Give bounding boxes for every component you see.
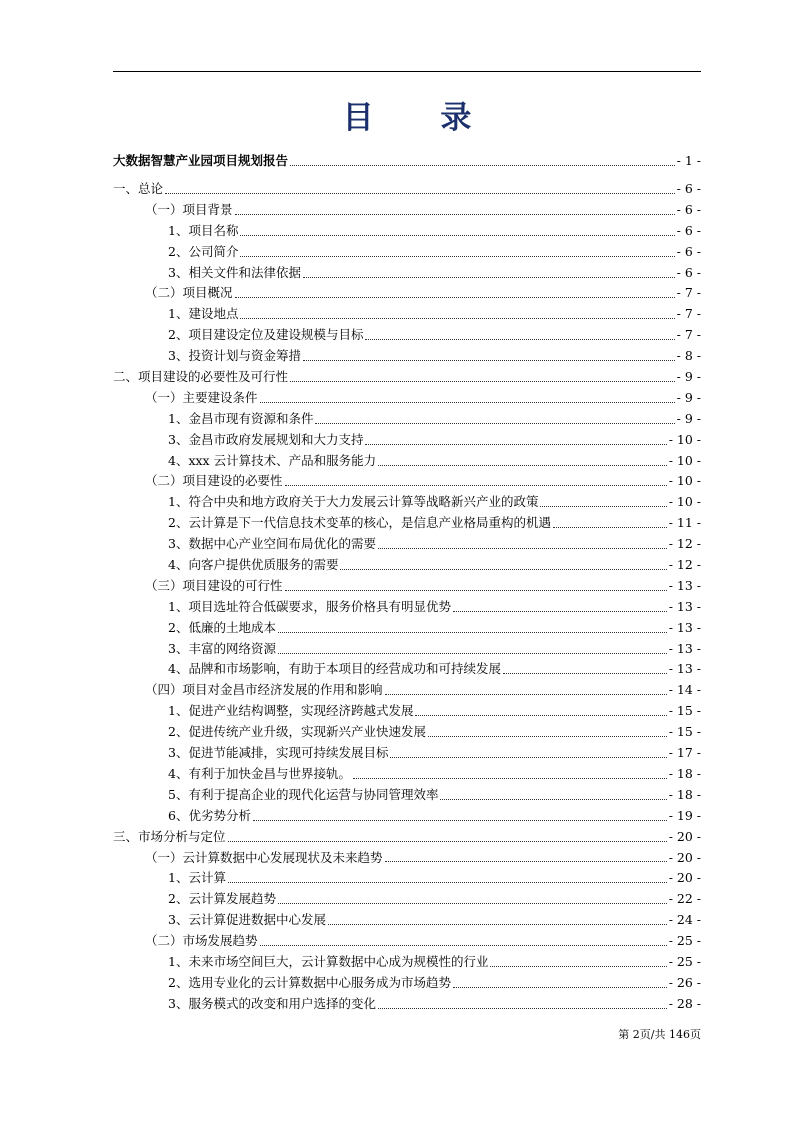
toc-entry-page: - 14 -: [668, 682, 701, 698]
toc-entry[interactable]: [113, 994, 701, 1015]
toc-entry-page: - 12 -: [668, 536, 701, 552]
toc-leader-dots: [553, 527, 667, 528]
toc-entry-page: - 18 -: [668, 786, 701, 802]
toc-entry-page: - 10 -: [668, 473, 701, 489]
toc-leader-dots: [240, 256, 674, 257]
toc-entry[interactable]: [113, 346, 701, 367]
toc-entry[interactable]: [113, 430, 701, 451]
toc-leader-dots: [278, 653, 667, 654]
page-footer: 第 2页/共 146页: [618, 1028, 701, 1041]
toc-entry-label: 2、选用专业化的云计算数据中心服务成为市场趋势: [168, 974, 451, 990]
toc-entry-label: 3、相关文件和法律依据: [168, 264, 301, 280]
toc-entry-label: 1、未来市场空间巨大，云计算数据中心成为规模性的行业: [168, 953, 489, 969]
toc-entry-label: （一）云计算数据中心发展现状及未来趋势: [145, 849, 383, 865]
toc-entry[interactable]: [113, 931, 701, 952]
toc-entry[interactable]: [113, 973, 701, 994]
toc-entry-page: - 28 -: [668, 995, 701, 1011]
toc-entry[interactable]: [113, 827, 701, 848]
toc-entry-page: - 13 -: [668, 577, 701, 593]
toc-leader-dots: [490, 966, 666, 967]
toc-leader-dots: [303, 360, 675, 361]
toc-entry-label: （一）主要建设条件: [145, 389, 258, 405]
toc-leader-dots: [415, 715, 666, 716]
toc-entry-page: - 20 -: [668, 849, 701, 865]
toc-entry[interactable]: [113, 952, 701, 973]
toc-entry[interactable]: [113, 868, 701, 889]
toc-leader-dots: [340, 569, 666, 570]
toc-entry[interactable]: [113, 283, 701, 304]
toc-entry[interactable]: [113, 659, 701, 680]
toc-entry-label: 4、向客户提供优质服务的需要: [168, 557, 339, 573]
toc-entry-label: 2、项目建设定位及建设规模与目标: [168, 327, 364, 343]
toc-entry-page: - 6 -: [676, 264, 701, 280]
toc-entry-label: 3、服务模式的改变和用户选择的变化: [168, 995, 376, 1011]
toc-leader-dots: [378, 465, 667, 466]
toc-entry-label: 2、促进传统产业升级，实现新兴产业快速发展: [168, 724, 426, 740]
toc-entry-label: 4、xxx 云计算技术、产品和服务能力: [168, 452, 377, 468]
toc-entry-label: 1、符合中央和地方政府关于大力发展云计算等战略新兴产业的政策: [168, 494, 539, 510]
toc-entry-page: - 9 -: [676, 410, 701, 426]
toc-entry[interactable]: [113, 555, 701, 576]
toc-entry-label: （二）项目概况: [145, 285, 233, 301]
toc-entry-page: - 13 -: [668, 619, 701, 635]
toc-entry-label: （二）项目建设的必要性: [145, 473, 283, 489]
toc-entry[interactable]: [113, 492, 701, 513]
toc-entry-label: （三）项目建设的可行性: [145, 577, 283, 593]
toc-entry-page: - 13 -: [668, 598, 701, 614]
toc-entry-label: 一、总论: [113, 181, 164, 196]
toc-leader-dots: [290, 381, 675, 382]
toc-entry[interactable]: [113, 304, 701, 325]
toc-entry[interactable]: [113, 149, 701, 173]
toc-entry-page: - 6 -: [676, 243, 701, 259]
toc-entry-label: 3、云计算促进数据中心发展: [168, 912, 326, 928]
toc-entry-page: - 10 -: [668, 494, 701, 510]
toc-entry-page: - 1 -: [676, 153, 701, 168]
toc-entry-label: 2、低廉的土地成本: [168, 619, 276, 635]
toc-entry[interactable]: [113, 367, 701, 388]
toc-leader-dots: [385, 861, 667, 862]
page-title: 目 录: [342, 100, 500, 136]
toc-leader-dots: [453, 611, 667, 612]
toc-entry[interactable]: [113, 597, 701, 618]
toc-entry-label: 3、投资计划与资金筹措: [168, 348, 301, 364]
toc-entry-page: - 10 -: [668, 431, 701, 447]
toc-entry[interactable]: [113, 513, 701, 534]
toc-entry-label: 二、项目建设的必要性及可行性: [113, 369, 289, 385]
toc-entry[interactable]: [113, 576, 701, 597]
toc-leader-dots: [240, 318, 674, 319]
toc-leader-dots: [378, 1008, 667, 1009]
toc-entry-page: - 9 -: [676, 369, 701, 385]
toc-entry-page: - 15 -: [668, 724, 701, 740]
toc-entry-label: 2、公司简介: [168, 243, 239, 259]
toc-entry[interactable]: [113, 722, 701, 743]
toc-leader-dots: [278, 632, 667, 633]
toc-entry[interactable]: [113, 471, 701, 492]
toc-entry-page: - 8 -: [676, 348, 701, 364]
toc-entry-page: - 6 -: [676, 222, 701, 238]
toc-entry[interactable]: [113, 680, 701, 701]
toc-entry-label: 6、优劣势分析: [168, 807, 251, 823]
toc-entry[interactable]: [113, 200, 701, 221]
toc-entry[interactable]: [113, 534, 701, 555]
toc-entry-label: 2、云计算发展趋势: [168, 891, 276, 907]
toc-entry[interactable]: [113, 889, 701, 910]
toc-entry[interactable]: [113, 639, 701, 660]
toc-entry[interactable]: [113, 242, 701, 263]
toc-entry-label: 5、有利于提高企业的现代化运营与协同管理效率: [168, 786, 439, 802]
toc-leader-dots: [228, 882, 667, 883]
toc-leader-dots: [428, 736, 667, 737]
toc-leader-dots: [228, 841, 667, 842]
toc-entry-page: - 6 -: [676, 181, 701, 196]
table-of-contents: [113, 149, 701, 1015]
toc-entry-page: - 25 -: [668, 953, 701, 969]
toc-entry-label: 3、丰富的网络资源: [168, 640, 276, 656]
toc-entry[interactable]: [113, 806, 701, 827]
toc-leader-dots: [378, 548, 667, 549]
toc-entry-label: 1、促进产业结构调整，实现经济跨越式发展: [168, 703, 414, 719]
toc-entry[interactable]: [113, 785, 701, 806]
toc-entry-page: - 7 -: [676, 327, 701, 343]
toc-leader-dots: [285, 485, 667, 486]
header-rule: [113, 71, 701, 72]
toc-leader-dots: [235, 214, 675, 215]
toc-leader-dots: [290, 165, 675, 166]
toc-leader-dots: [240, 235, 674, 236]
toc-entry-page: - 20 -: [668, 828, 701, 844]
toc-entry-page: - 6 -: [676, 201, 701, 217]
toc-leader-dots: [260, 945, 667, 946]
toc-entry-page: - 20 -: [668, 870, 701, 886]
toc-entry-page: - 17 -: [668, 745, 701, 761]
toc-entry-label: 1、云计算: [168, 870, 226, 886]
toc-entry-page: - 24 -: [668, 912, 701, 928]
toc-entry-label: 4、品牌和市场影响，有助于本项目的经营成功和可持续发展: [168, 661, 501, 677]
toc-leader-dots: [390, 757, 666, 758]
toc-leader-dots: [353, 778, 667, 779]
toc-leader-dots: [540, 506, 666, 507]
toc-entry-page: - 22 -: [668, 891, 701, 907]
toc-leader-dots: [328, 924, 667, 925]
toc-entry-label: 三、市场分析与定位: [113, 828, 226, 844]
toc-entry-page: - 10 -: [668, 452, 701, 468]
toc-entry[interactable]: [113, 388, 701, 409]
toc-entry-page: - 18 -: [668, 765, 701, 781]
toc-entry[interactable]: [113, 409, 701, 430]
toc-entry-label: （二）市场发展趋势: [145, 933, 258, 949]
toc-entry[interactable]: [113, 221, 701, 242]
toc-leader-dots: [303, 277, 675, 278]
toc-entry-label: 2、云计算是下一代信息技术变革的核心，是信息产业格局重构的机遇: [168, 515, 551, 531]
toc-entry-page: - 19 -: [668, 807, 701, 823]
toc-entry-page: - 7 -: [676, 285, 701, 301]
toc-entry-page: - 11 -: [668, 515, 701, 531]
toc-leader-dots: [315, 423, 674, 424]
toc-entry[interactable]: [113, 325, 701, 346]
toc-entry-page: - 15 -: [668, 703, 701, 719]
toc-leader-dots: [278, 903, 667, 904]
toc-leader-dots: [260, 402, 675, 403]
toc-entry-label: 1、项目名称: [168, 222, 239, 238]
toc-entry-page: - 26 -: [668, 974, 701, 990]
toc-leader-dots: [453, 987, 667, 988]
toc-entry[interactable]: [113, 179, 701, 200]
toc-leader-dots: [365, 339, 674, 340]
toc-entry-page: - 25 -: [668, 933, 701, 949]
toc-entry-label: （四）项目对金昌市经济发展的作用和影响: [145, 682, 383, 698]
toc-entry[interactable]: [113, 848, 701, 869]
toc-entry[interactable]: [113, 743, 701, 764]
toc-leader-dots: [165, 193, 675, 194]
toc-entry-label: 大数据智慧产业园项目规划报告: [113, 153, 289, 168]
toc-entry[interactable]: [113, 910, 701, 931]
toc-entry-label: 3、促进节能减排，实现可持续发展目标: [168, 745, 389, 761]
toc-entry-page: - 13 -: [668, 661, 701, 677]
toc-entry-page: - 12 -: [668, 557, 701, 573]
toc-entry[interactable]: [113, 701, 701, 722]
toc-entry-label: 4、有利于加快金昌与世界接轨。: [168, 765, 351, 781]
toc-entry-label: （一）项目背景: [145, 201, 233, 217]
toc-leader-dots: [365, 444, 666, 445]
toc-entry-page: - 13 -: [668, 640, 701, 656]
toc-entry-label: 1、项目选址符合低碳要求，服务价格具有明显优势: [168, 598, 451, 614]
toc-leader-dots: [385, 694, 667, 695]
toc-entry-label: 1、金昌市现有资源和条件: [168, 410, 314, 426]
toc-entry[interactable]: [113, 618, 701, 639]
toc-entry-page: - 7 -: [676, 306, 701, 322]
toc-leader-dots: [235, 297, 675, 298]
toc-entry-label: 3、数据中心产业空间布局优化的需要: [168, 536, 376, 552]
toc-leader-dots: [503, 673, 667, 674]
toc-entry-label: 3、金昌市政府发展规划和大力支持: [168, 431, 364, 447]
toc-entry[interactable]: [113, 451, 701, 472]
toc-leader-dots: [253, 820, 667, 821]
toc-leader-dots: [285, 590, 667, 591]
toc-entry-page: - 9 -: [676, 389, 701, 405]
toc-entry[interactable]: [113, 263, 701, 284]
toc-entry-label: 1、建设地点: [168, 306, 239, 322]
toc-entry[interactable]: [113, 764, 701, 785]
toc-leader-dots: [440, 799, 666, 800]
